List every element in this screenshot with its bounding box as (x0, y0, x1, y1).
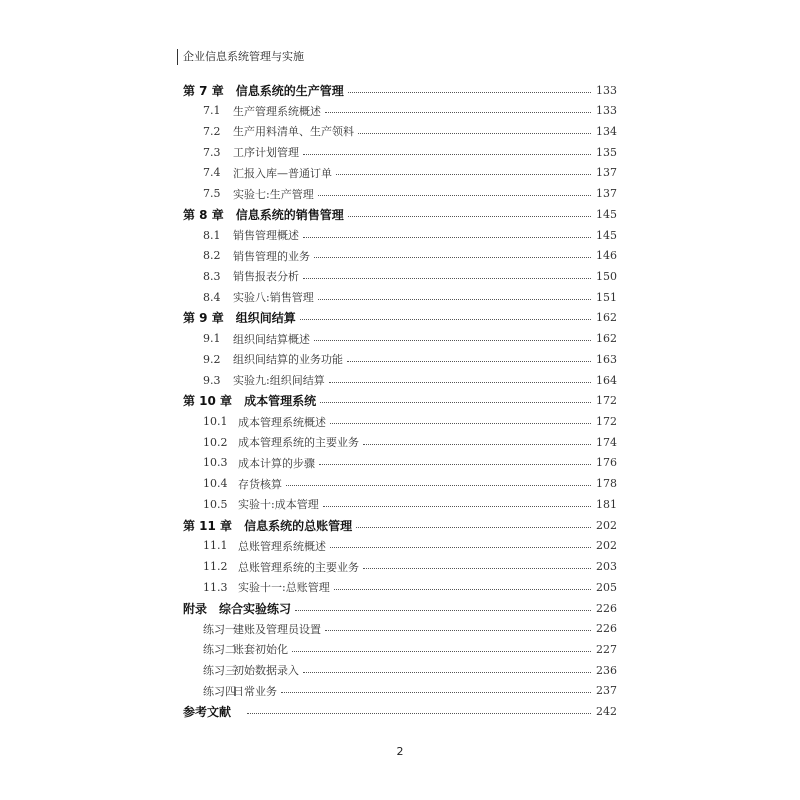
toc-entry-title: 总账管理系统的主要业务 (238, 560, 359, 574)
toc-entry-number: 7.1 (203, 104, 221, 118)
toc-leader-dots (330, 423, 591, 424)
toc-page-number: 150 (596, 269, 617, 283)
toc-entry-line (183, 204, 617, 224)
toc-entry-line (203, 184, 617, 204)
toc-page-number: 176 (596, 456, 617, 470)
toc-chapter-entry[interactable] (0, 598, 800, 618)
toc-entry-title: 成本管理系统的主要业务 (238, 436, 359, 450)
toc-page-number: 203 (596, 560, 617, 574)
toc-entry-number: 10.1 (203, 415, 228, 429)
toc-leader-dots (295, 610, 591, 611)
toc-section-entry[interactable] (0, 287, 800, 307)
toc-page-number: 178 (596, 477, 617, 491)
toc-section-entry[interactable] (0, 681, 800, 701)
toc-entry-number: 11.3 (203, 580, 228, 594)
toc-section-entry[interactable] (0, 660, 800, 680)
toc-leader-dots (329, 382, 591, 383)
toc-entry-title: 信息系统的总账管理 (244, 518, 353, 533)
toc-entry-title: 组织间结算概述 (233, 332, 310, 346)
toc-leader-dots (363, 444, 591, 445)
toc-entry-number: 9.2 (203, 352, 221, 366)
toc-section-entry[interactable] (0, 474, 800, 494)
toc-section-entry[interactable] (0, 639, 800, 659)
toc-chapter-entry[interactable] (0, 515, 800, 535)
toc-page-number: 172 (596, 394, 617, 408)
toc-page-number: 137 (596, 166, 617, 180)
toc-leader-dots (348, 216, 591, 217)
toc-entry-title: 实验十一:总账管理 (238, 581, 330, 595)
toc-entry-title: 成本管理系统 (244, 394, 317, 409)
toc-leader-dots (300, 319, 591, 320)
toc-page-number: 162 (596, 311, 617, 325)
toc-entry-title: 生产用料清单、生产领料 (233, 125, 354, 139)
toc-entry-title: 实验九:组织间结算 (233, 374, 325, 388)
toc-section-entry[interactable] (0, 432, 800, 452)
toc-section-entry[interactable] (0, 163, 800, 183)
toc-entry-title: 实验十:成本管理 (238, 498, 319, 512)
toc-leader-dots (281, 692, 591, 693)
toc-entry-line (183, 702, 617, 722)
toc-entry-title: 成本管理系统概述 (238, 415, 326, 429)
toc-entry-line (183, 515, 617, 535)
toc-entry-number: 9.3 (203, 373, 221, 387)
toc-entry-title: 综合实验练习 (219, 601, 292, 616)
toc-entry-number: 7.5 (203, 187, 221, 201)
toc-chapter-entry[interactable] (0, 702, 800, 722)
toc-page-number: 163 (596, 352, 617, 366)
toc-entry-title: 存货核算 (238, 477, 282, 491)
toc-entry-number: 8.1 (203, 228, 221, 242)
toc-page-number: 172 (596, 415, 617, 429)
toc-section-entry[interactable] (0, 412, 800, 432)
toc-entry-line (203, 639, 617, 659)
toc-entry-number: 第 7 章 (183, 83, 224, 98)
toc-entry-line (203, 163, 617, 183)
toc-section-entry[interactable] (0, 619, 800, 639)
toc-leader-dots (323, 506, 591, 507)
toc-leader-dots (358, 133, 591, 134)
toc-entry-number: 练习一 (203, 622, 236, 636)
toc-entry-number: 10.2 (203, 435, 228, 449)
toc-entry-line (183, 308, 617, 328)
toc-page-number: 237 (596, 684, 617, 698)
toc-entry-number: 第 9 章 (183, 311, 224, 326)
toc-leader-dots (347, 361, 591, 362)
toc-page-number: 174 (596, 435, 617, 449)
toc-page-number: 146 (596, 249, 617, 263)
toc-page-number: 164 (596, 373, 617, 387)
toc-leader-dots (330, 547, 591, 548)
toc-entry-line (203, 536, 617, 556)
toc-entry-line (203, 349, 617, 369)
toc-section-entry[interactable] (0, 121, 800, 141)
toc-entry-title: 初始数据录入 (233, 664, 299, 678)
toc-page-number: 242 (596, 705, 617, 719)
toc-entry-line (203, 101, 617, 121)
toc-page-number: 134 (596, 124, 617, 138)
toc-leader-dots (303, 154, 591, 155)
toc-entry-number: 8.2 (203, 249, 221, 263)
toc-section-entry[interactable] (0, 184, 800, 204)
toc-page-number: 162 (596, 332, 617, 346)
toc-section-entry[interactable] (0, 536, 800, 556)
toc-entry-line (203, 619, 617, 639)
running-header: 企业信息系统管理与实施 (177, 49, 304, 65)
toc-entry-line (203, 329, 617, 349)
toc-section-entry[interactable] (0, 329, 800, 349)
toc-chapter-entry[interactable] (0, 80, 800, 100)
toc-page-number: 226 (596, 622, 617, 636)
toc-entry-line (203, 246, 617, 266)
toc-leader-dots (319, 464, 591, 465)
toc-entry-number: 11.1 (203, 539, 228, 553)
toc-entry-line (203, 453, 617, 473)
toc-leader-dots (292, 651, 591, 652)
toc-entry-title: 工序计划管理 (233, 146, 299, 160)
toc-section-entry[interactable] (0, 494, 800, 514)
toc-page-number: 133 (596, 104, 617, 118)
toc-entry-number: 练习二 (203, 643, 236, 657)
toc-entry-title: 组织间结算 (235, 311, 296, 326)
toc-section-entry[interactable] (0, 266, 800, 286)
toc-leader-dots (318, 195, 591, 196)
toc-entry-number: 8.3 (203, 269, 221, 283)
toc-entry-line (203, 494, 617, 514)
toc-entry-title: 组织间结算的业务功能 (233, 353, 343, 367)
toc-entry-line (183, 80, 617, 100)
toc-entry-number: 7.3 (203, 145, 221, 159)
toc-entry-title: 销售管理的业务 (233, 249, 310, 263)
toc-chapter-entry[interactable] (0, 204, 800, 224)
toc-entry-title: 建账及管理员设置 (233, 622, 321, 636)
toc-page-number: 145 (596, 207, 617, 221)
toc-section-entry[interactable] (0, 370, 800, 390)
toc-page-number: 227 (596, 642, 617, 656)
toc-entry-line (203, 287, 617, 307)
toc-leader-dots (314, 257, 591, 258)
toc-entry-title: 汇报入库—普通订单 (233, 166, 332, 180)
toc-page-number: 236 (596, 663, 617, 677)
toc-page-number: 202 (596, 539, 617, 553)
toc-entry-title: 销售管理概述 (233, 229, 299, 243)
toc-section-entry[interactable] (0, 101, 800, 121)
toc-entry-number: 7.2 (203, 124, 221, 138)
toc-entry-line (203, 681, 617, 701)
toc-entry-number: 第 11 章 (183, 518, 233, 533)
toc-page-number: 151 (596, 290, 617, 304)
toc-section-entry[interactable] (0, 577, 800, 597)
toc-entry-title: 信息系统的销售管理 (235, 207, 344, 222)
toc-entry-number: 7.4 (203, 166, 221, 180)
toc-leader-dots (336, 174, 591, 175)
toc-chapter-entry[interactable] (0, 308, 800, 328)
toc-entry-number: 10.4 (203, 477, 228, 491)
toc-entry-number: 10.5 (203, 497, 228, 511)
toc-leader-dots (303, 278, 591, 279)
toc-entry-line (203, 121, 617, 141)
toc-section-entry[interactable] (0, 225, 800, 245)
toc-entry-line (203, 225, 617, 245)
toc-leader-dots (325, 630, 591, 631)
toc-entry-title: 信息系统的生产管理 (235, 83, 344, 98)
toc-leader-dots (303, 672, 591, 673)
toc-entry-title: 实验七:生产管理 (233, 187, 314, 201)
toc-entry-number: 9.1 (203, 332, 221, 346)
toc-entry-title: 总账管理系统概述 (238, 539, 326, 553)
toc-leader-dots (334, 589, 591, 590)
toc-entry-title: 生产管理系统概述 (233, 104, 321, 118)
toc-entry-number: 参考文献 (183, 705, 232, 720)
toc-page-number: 137 (596, 187, 617, 201)
toc-leader-dots (314, 340, 591, 341)
toc-leader-dots (286, 485, 591, 486)
toc-entry-line (203, 557, 617, 577)
toc-page-number: 145 (596, 228, 617, 242)
toc-entry-line (203, 142, 617, 162)
toc-entry-number: 第 8 章 (183, 207, 224, 222)
toc-entry-number: 10.3 (203, 456, 228, 470)
toc-entry-title: 账套初始化 (233, 643, 288, 657)
toc-leader-dots (356, 527, 591, 528)
toc-leader-dots (348, 92, 591, 93)
toc-entry-line (203, 660, 617, 680)
toc-entry-number: 第 10 章 (183, 394, 233, 409)
toc-page-number: 181 (596, 497, 617, 511)
toc-section-entry[interactable] (0, 349, 800, 369)
toc-section-entry[interactable] (0, 246, 800, 266)
toc-entry-number: 11.2 (203, 560, 228, 574)
toc-entry-line (203, 474, 617, 494)
toc-chapter-entry[interactable] (0, 391, 800, 411)
toc-leader-dots (318, 299, 591, 300)
toc-entry-line (203, 412, 617, 432)
toc-leader-dots (325, 112, 591, 113)
toc-section-entry[interactable] (0, 557, 800, 577)
toc-entry-title: 实验八:销售管理 (233, 291, 314, 305)
toc-entry-title: 销售报表分析 (233, 270, 299, 284)
toc-page-number: 205 (596, 580, 617, 594)
toc-entry-line (203, 370, 617, 390)
toc-leader-dots (247, 713, 591, 714)
toc-entry-line (183, 391, 617, 411)
toc-entry-line (203, 577, 617, 597)
toc-entry-number: 练习四 (203, 684, 236, 698)
toc-page-number: 226 (596, 601, 617, 615)
toc-entry-title: 成本计算的步骤 (238, 456, 315, 470)
toc-section-entry[interactable] (0, 142, 800, 162)
page-number: 2 (396, 745, 404, 758)
toc-entry-number: 练习三 (203, 664, 236, 678)
toc-leader-dots (320, 402, 591, 403)
toc-leader-dots (363, 568, 591, 569)
toc-entry-line (203, 432, 617, 452)
toc-page-number: 133 (596, 83, 617, 97)
toc-entry-number: 8.4 (203, 290, 221, 304)
toc-entry-title: 日常业务 (233, 684, 277, 698)
toc-entry-line (203, 266, 617, 286)
toc-section-entry[interactable] (0, 453, 800, 473)
toc-leader-dots (303, 237, 591, 238)
toc-page-number: 135 (596, 145, 617, 159)
toc-entry-number: 附录 (183, 601, 208, 616)
toc-page-number: 202 (596, 518, 617, 532)
toc-entry-line (183, 598, 617, 618)
